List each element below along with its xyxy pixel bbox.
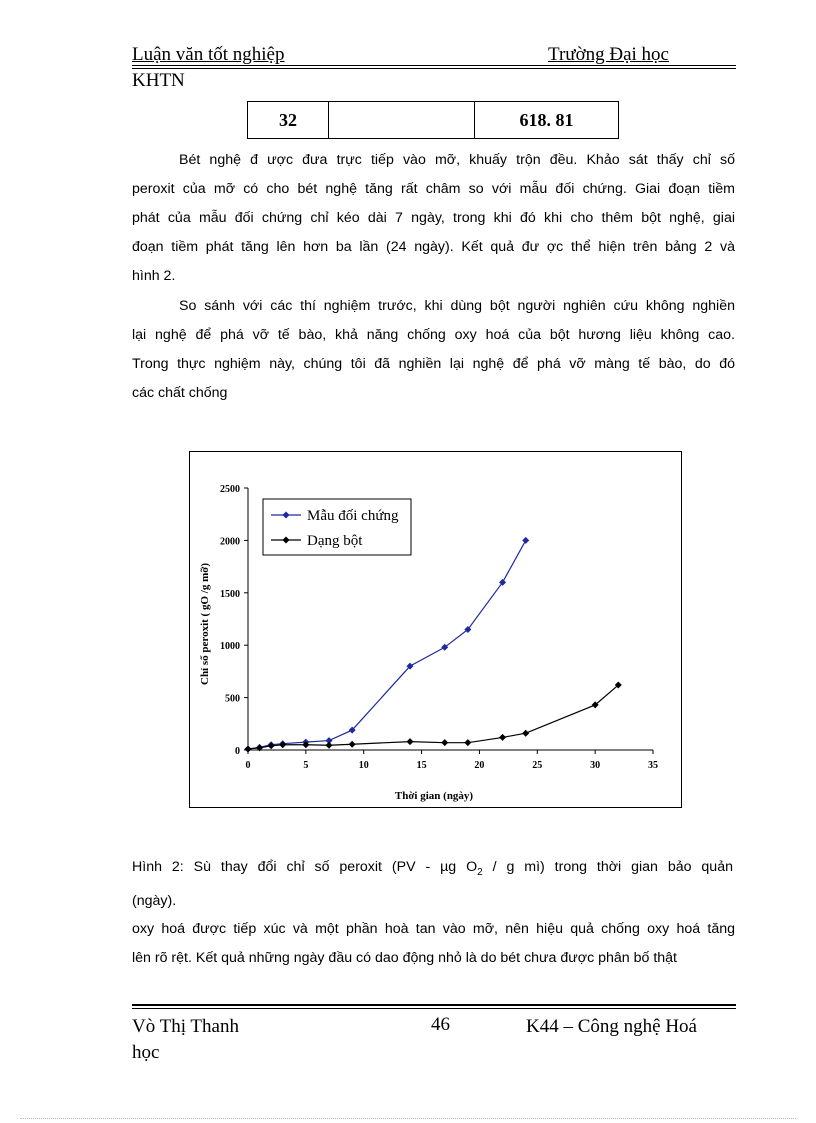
y-tick-label: 1000 <box>220 641 240 653</box>
series-2-point <box>464 739 471 746</box>
paragraph-line: lại nghệ để phá vỡ tế bào, khả năng chống oxy hoá của bột hương liệu không cao. <box>132 327 735 343</box>
header-rule-secondary <box>132 68 736 69</box>
table-row <box>248 102 619 139</box>
caption-text: Hình 2: Sù thay đổi chỉ số peroxit (PV - µg O <box>132 859 478 875</box>
x-tick-label: 25 <box>532 760 543 771</box>
footer-author-continued: học <box>132 1042 160 1063</box>
header-right-title: Trường Đại học <box>548 44 669 65</box>
figure-caption <box>132 853 733 916</box>
series-2-point <box>499 734 506 741</box>
header-left-title: Luận văn tốt nghiệp <box>132 44 285 65</box>
table-cell-empty <box>329 102 475 139</box>
footer-author: Vò Thị Thanh <box>132 1016 239 1037</box>
x-tick-label: 5 <box>303 760 309 771</box>
series-1-point <box>522 537 529 544</box>
paragraph-line: Trong thực nghiệm này, chúng tôi đã nghiền lại nghệ để phá vỡ màng tế bào, do đó <box>132 356 735 372</box>
x-tick-label: 10 <box>358 760 369 771</box>
caption-line-2: (ngày). <box>132 892 177 909</box>
data-table-fragment <box>247 101 619 139</box>
series-2-point <box>326 742 333 749</box>
y-tick-label: 0 <box>235 746 240 757</box>
paragraph-line: phát của mẫu đối chứng chỉ kéo dài 7 ngày, trong khi đó khi cho thêm bột nghệ, giai <box>132 210 735 226</box>
y-tick-label: 500 <box>225 693 240 705</box>
caption-line-1 <box>132 853 733 887</box>
paragraph-line: các chất chống <box>132 385 228 401</box>
series-2-point <box>349 741 356 748</box>
paragraph-line: So sánh với các thí nghiệm trước, khi dùng bột người nghiên cứu không nghiền <box>179 298 735 314</box>
x-tick-label: 20 <box>474 760 485 771</box>
series-2-point <box>245 745 252 752</box>
caption-subscript: 2 <box>477 866 483 878</box>
footer-rule <box>132 1004 736 1006</box>
paragraph-line: oxy hoá được tiếp xúc và một phần hoà tan vào mỡ, nên hiệu quả chống oxy hoá tăng <box>132 921 735 937</box>
y-tick-label: 1500 <box>220 588 240 600</box>
y-tick-label: 2500 <box>220 484 240 495</box>
chart-series <box>245 537 622 753</box>
paragraph-line: Bét nghệ đ ược đưa trực tiếp vào mỡ, khuấy trộn đều. Khảo sát thấy chỉ số <box>179 152 735 168</box>
figure-frame <box>189 451 682 808</box>
paragraph-2 <box>132 292 735 408</box>
y-axis-label: Chỉ số peroxit ( gO /g mỡ) <box>199 563 211 685</box>
header-continuation: KHTN <box>132 70 185 91</box>
caption-text-after: / g mì) trong thời gian bảo quản <box>482 859 733 875</box>
paragraph-1 <box>132 146 735 291</box>
x-tick-label: 15 <box>416 760 427 771</box>
page-number: 46 <box>431 1014 450 1035</box>
footer-class-info: K44 – Công nghệ Hoá <box>526 1016 697 1037</box>
peroxit-chart <box>190 452 681 807</box>
chart-legend <box>263 499 411 555</box>
paragraph-line: peroxit của mỡ có cho bét nghệ tăng rất châm so với mẫu đối chứng. Giai đoạn tiềm <box>132 181 735 197</box>
series-2-point <box>522 730 529 737</box>
series-line-1 <box>248 540 526 749</box>
paragraph-line: lên rõ rệt. Kết quả những ngày đầu có dao động nhỏ là do bét chưa được phân bố thật <box>132 950 677 966</box>
series-2-point <box>441 739 448 746</box>
series-2-point <box>407 738 414 745</box>
x-axis-label: Thời gian (ngày) <box>394 790 474 802</box>
series-2-point <box>279 741 286 748</box>
series-line-2 <box>248 685 618 749</box>
series-2-point <box>268 742 275 749</box>
table-cell-value: 618. 81 <box>475 102 619 139</box>
x-tick-label: 0 <box>245 760 251 771</box>
y-tick-label: 2000 <box>220 536 240 548</box>
footer-rule-secondary <box>132 1008 736 1009</box>
legend-entry: Mẫu đối chứng <box>307 508 399 524</box>
page-edge-divider <box>20 1118 796 1119</box>
header-rule <box>132 65 736 66</box>
paragraph-line: hình 2. <box>132 268 176 284</box>
table-cell-day: 32 <box>248 102 329 139</box>
x-tick-label: 35 <box>648 760 658 771</box>
legend-entry: Dạng bột <box>307 533 363 549</box>
paragraph-3 <box>132 915 735 973</box>
x-tick-label: 30 <box>590 760 601 771</box>
paragraph-line: đoạn tiềm phát tăng lên hơn ba lần (24 ngày). Kết quả đư ợc thể hiện trên bảng 2 và <box>132 239 735 255</box>
